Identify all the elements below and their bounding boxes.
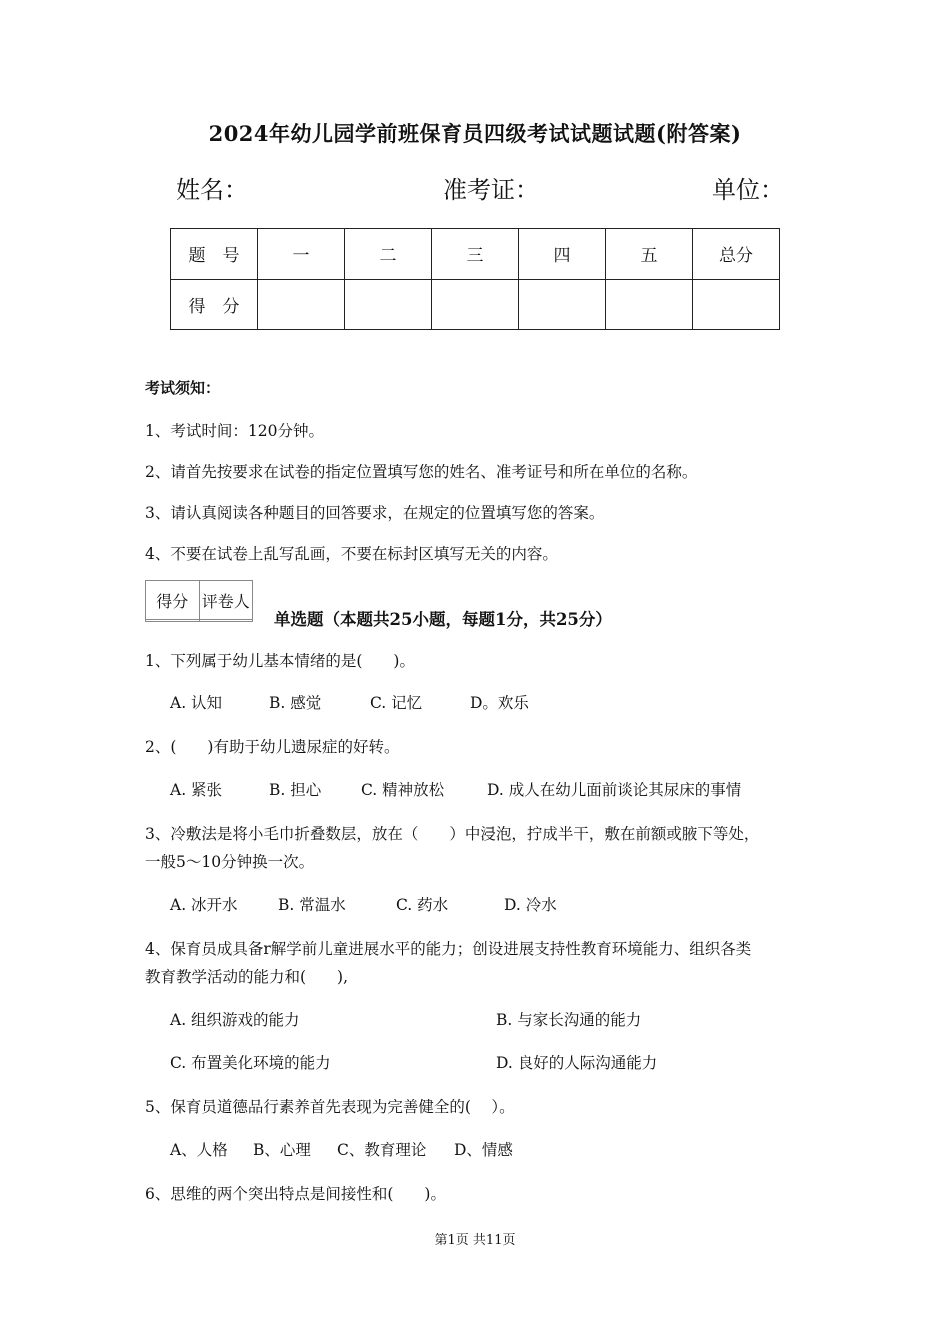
header-cell-5: 五 <box>606 229 693 280</box>
score-cell-2[interactable] <box>345 279 432 330</box>
q3-option-d[interactable]: D. 冷水 <box>504 896 557 914</box>
notice-item-4: 4、不要在试卷上乱写乱画，不要在标封区填写无关的内容。 <box>145 545 558 563</box>
question-4-line-1: 4、保育员成具备r解学前儿童进展水平的能力；创设进展支持性教育环境能力、组织各类 <box>145 940 752 958</box>
notice-title: 考试须知： <box>145 379 221 397</box>
q1-option-a[interactable]: A. 认知 <box>170 694 223 712</box>
q4-option-d[interactable]: D. 良好的人际沟通能力 <box>496 1054 658 1072</box>
notice-item-2: 2、请首先按要求在试卷的指定位置填写您的姓名、准考证号和所在单位的名称。 <box>145 463 698 481</box>
q2-option-c[interactable]: C. 精神放松 <box>361 781 445 799</box>
q4-option-c[interactable]: C. 布置美化环境的能力 <box>170 1054 331 1072</box>
header-cell-4: 四 <box>519 229 606 280</box>
question-4-line-2: 教育教学活动的能力和( ), <box>145 968 349 986</box>
question-2: 2、( )有助于幼儿遗尿症的好转。 <box>145 738 400 756</box>
score-cell-4[interactable] <box>519 279 606 330</box>
q4-option-b[interactable]: B. 与家长沟通的能力 <box>496 1011 642 1029</box>
question-6: 6、思维的两个突出特点是间接性和( )。 <box>145 1185 446 1203</box>
question-3-line-2: 一般5～10分钟换一次。 <box>145 853 315 871</box>
notice-item-1: 1、考试时间：120分钟。 <box>145 422 324 440</box>
unit-label: 单位： <box>712 176 784 204</box>
score-cell-5[interactable] <box>606 279 693 330</box>
grader-box-score-cell[interactable] <box>146 620 200 622</box>
q1-option-d[interactable]: D。欢乐 <box>470 694 529 712</box>
q3-option-b[interactable]: B. 常温水 <box>278 896 346 914</box>
q2-option-a[interactable]: A. 紧张 <box>170 781 223 799</box>
q5-option-d[interactable]: D、情感 <box>454 1141 513 1159</box>
header-cell-total: 总分 <box>693 229 780 280</box>
grader-box <box>145 580 253 622</box>
question-5: 5、保育员道德品行素养首先表现为完善健全的( ）。 <box>145 1098 515 1116</box>
question-3-line-1: 3、冷敷法是将小毛巾折叠数层，放在（ ）中浸泡，拧成半干，敷在前额或腋下等处， <box>145 825 760 843</box>
question-1: 1、下列属于幼儿基本情绪的是( )。 <box>145 652 415 670</box>
score-table-score-row <box>171 279 780 330</box>
name-label: 姓名： <box>176 176 248 204</box>
score-cell-3[interactable] <box>432 279 519 330</box>
header-cell-3: 三 <box>432 229 519 280</box>
score-table <box>170 228 780 330</box>
notice-item-3: 3、请认真阅读各种题目的回答要求，在规定的位置填写您的答案。 <box>145 504 605 522</box>
grader-box-score-label: 得分 <box>146 581 200 620</box>
q5-option-a[interactable]: A、人格 <box>170 1141 228 1159</box>
exam-id-label: 准考证： <box>443 176 539 204</box>
q1-option-b[interactable]: B. 感觉 <box>269 694 322 712</box>
q2-option-d[interactable]: D. 成人在幼儿面前谈论其尿床的事情 <box>487 781 742 799</box>
q3-option-c[interactable]: C. 药水 <box>396 896 449 914</box>
score-row-label: 得 分 <box>171 279 258 330</box>
header-cell-2: 二 <box>345 229 432 280</box>
q1-option-c[interactable]: C. 记忆 <box>370 694 423 712</box>
page-footer: 第1页 共11页 <box>434 1233 516 1248</box>
header-cell-label: 题 号 <box>171 229 258 280</box>
q3-option-a[interactable]: A. 冰开水 <box>170 896 238 914</box>
q2-option-b[interactable]: B. 担心 <box>269 781 322 799</box>
score-cell-total[interactable] <box>693 279 780 330</box>
grader-box-grader-cell[interactable] <box>199 620 253 622</box>
score-cell-1[interactable] <box>258 279 345 330</box>
q5-option-c[interactable]: C、教育理论 <box>337 1141 427 1159</box>
grader-box-grader-label: 评卷人 <box>199 581 253 620</box>
score-table-header-row <box>171 229 780 280</box>
q4-option-a[interactable]: A. 组织游戏的能力 <box>170 1011 300 1029</box>
header-cell-1: 一 <box>258 229 345 280</box>
exam-title: 2024年幼儿园学前班保育员四级考试试题试题(附答案) <box>208 121 742 146</box>
q5-option-b[interactable]: B、心理 <box>253 1141 311 1159</box>
section-title: 单选题（本题共25小题，每题1分，共25分） <box>274 610 612 629</box>
